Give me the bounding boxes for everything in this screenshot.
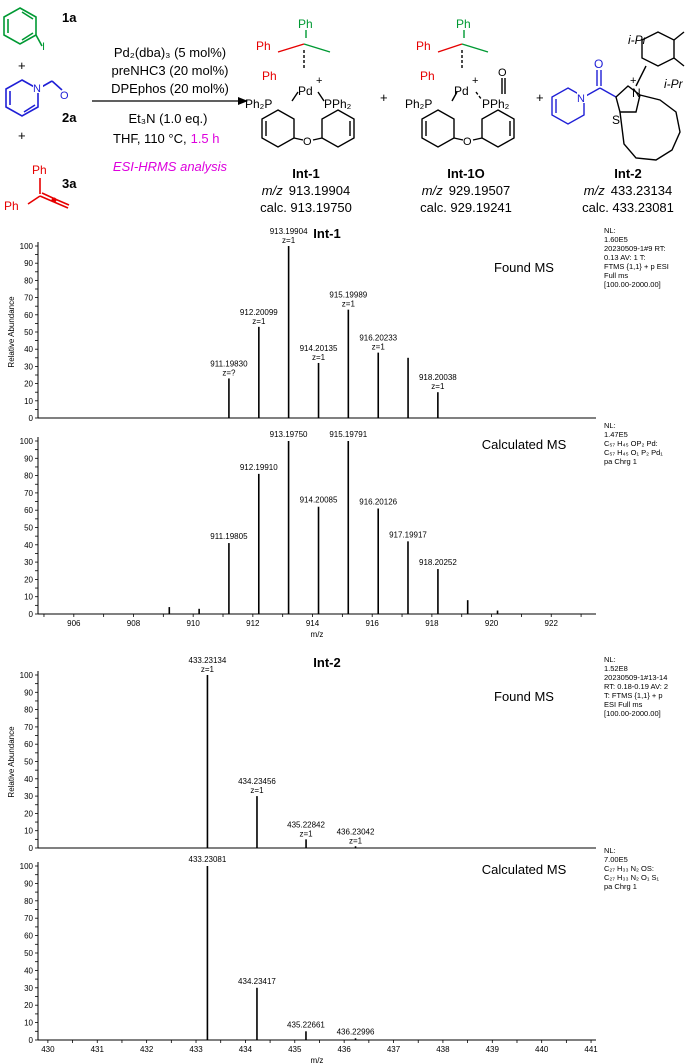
x-tick-label: 437	[386, 1045, 401, 1054]
x-tick-label: 431	[90, 1045, 104, 1054]
spectrum-info-line: NL:	[604, 421, 616, 430]
palladium-atom: Pd	[298, 84, 313, 98]
y-tick-label: 40	[24, 966, 33, 976]
iodobenzene-structure	[4, 8, 42, 46]
peak-mass-label: 433.23134	[188, 656, 227, 665]
spectrum-info-line: T: FTMS {1,1} + p	[604, 691, 663, 700]
reactant-2a-label: 2a	[62, 110, 77, 125]
y-tick-label: 100	[19, 671, 33, 680]
int-2-name: Int-2	[614, 166, 642, 181]
peak-mass-label: 914.20085	[299, 495, 338, 505]
y-tick-label: 100	[19, 862, 33, 871]
y-tick-label: 100	[19, 437, 33, 446]
x-tick-label: 914	[305, 619, 320, 628]
y-tick-label: 90	[24, 879, 33, 889]
thiazolium-nitrogen: N	[632, 86, 641, 100]
phenyl-label: Ph	[262, 69, 277, 83]
y-tick-label: 80	[24, 705, 33, 715]
y-tick-label: 60	[24, 310, 33, 320]
mz-label: m/z	[261, 183, 283, 198]
y-tick-label: 40	[24, 540, 33, 550]
analysis-label: ESI-HRMS analysis	[112, 159, 228, 174]
peak-mass-label: 911.19830	[210, 359, 248, 369]
peak-charge-label: z=1	[371, 342, 385, 352]
phosphine-right: PPh₂	[324, 97, 352, 111]
peak-mass-label: 433.23081	[188, 855, 227, 864]
y-tick-label: 30	[24, 983, 33, 993]
phosphine-oxide-oxygen: O	[498, 67, 507, 79]
peak-charge-label: z=1	[250, 786, 264, 796]
y-tick-label: 30	[24, 362, 33, 372]
x-tick-label: 910	[186, 619, 200, 628]
spectrum-info-line: 7.00E5	[604, 855, 628, 864]
spectrum-info-line: NL:	[604, 655, 616, 664]
mz-label: m/z	[421, 183, 443, 198]
peak-charge-label: z=1	[348, 836, 363, 846]
phenyl-label: Ph	[416, 39, 431, 53]
palladium-atom: Pd	[454, 84, 469, 98]
x-tick-label: 920	[484, 619, 499, 628]
phosphine-left: Ph₂P	[245, 97, 273, 111]
spectrum-title: Int-1	[313, 226, 341, 241]
peak-mass-label: 435.22842	[287, 820, 325, 830]
plus-sign: +	[380, 90, 388, 105]
y-tick-label: 0	[28, 1036, 33, 1045]
y-tick-label: 50	[24, 328, 33, 337]
int-1o-mz	[422, 183, 510, 198]
spectrum-panel-label: Calculated MS	[481, 862, 567, 877]
spectrum-info-line: 20230509-1#9 RT:	[604, 244, 666, 253]
int-1-mz	[262, 183, 350, 198]
peak-mass-label: 435.22661	[287, 1020, 325, 1030]
x-tick-label: 436	[337, 1045, 351, 1054]
x-tick-label: 435	[288, 1045, 302, 1054]
spectrum-info-line: C₂₇ H₃₃ N₂ O₁ S₁	[604, 873, 659, 882]
y-tick-label: 90	[24, 259, 33, 269]
x-tick-label: 912	[246, 619, 260, 628]
x-tick-label: 918	[425, 619, 439, 628]
x-tick-label: 441	[584, 1045, 598, 1054]
y-tick-label: 10	[24, 396, 33, 406]
peak-charge-label: z=1	[311, 352, 326, 362]
y-tick-label: 60	[24, 506, 33, 516]
spectrum-info-line: pa Chrg 1	[604, 457, 637, 466]
spectrum-info-line: 20230509-1#13-14	[604, 673, 668, 682]
int-1o-calc: calc. 929.19241	[420, 200, 512, 215]
peak-charge-label: z=?	[222, 368, 236, 378]
reactant-1a-label: 1a	[62, 10, 77, 25]
y-tick-label: 10	[24, 826, 33, 836]
peak-mass-label: 913.19750	[269, 430, 308, 439]
thiazolium-charge: +	[630, 75, 637, 87]
condition-solvent-text: THF, 110 °C,	[113, 131, 187, 146]
spectrum-info-line: ESI Full ms	[604, 700, 643, 709]
int-2-mz	[584, 183, 672, 198]
peak-mass-label: 918.20038	[418, 373, 457, 383]
peak-mass-label: 915.19989	[329, 290, 368, 300]
y-tick-label: 80	[24, 471, 33, 481]
y-tick-label: 60	[24, 740, 33, 750]
y-tick-label: 50	[24, 757, 33, 767]
peak-charge-label: z=1	[299, 829, 313, 839]
spectrum-info-line: [100.00-2000.00]	[604, 280, 661, 289]
y-tick-label: 70	[24, 488, 33, 498]
y-tick-label: 50	[24, 949, 33, 958]
isopropyl-label: i-Pr	[628, 33, 647, 47]
peak-mass-label: 911.19805	[210, 532, 248, 542]
x-tick-label: 432	[139, 1045, 154, 1054]
y-tick-label: 20	[24, 1001, 33, 1011]
thiazole-sulfur: S	[612, 113, 621, 127]
peak-mass-label: 914.20135	[299, 343, 338, 353]
spectrum-title: Int-2	[313, 655, 341, 670]
y-tick-label: 0	[28, 414, 33, 423]
allene-central-carbon	[52, 198, 57, 203]
phenyl-label: Ph	[420, 69, 435, 83]
peak-mass-label: 436.23042	[336, 827, 375, 837]
y-tick-label: 90	[24, 454, 33, 464]
y-tick-label: 40	[24, 774, 33, 784]
x-tick-label: 908	[126, 619, 141, 628]
y-tick-label: 30	[24, 792, 33, 802]
reactant-3a-label: 3a	[62, 176, 77, 191]
y-axis-title: Relative Abundance	[7, 726, 16, 798]
int-1-calc: calc. 913.19750	[260, 200, 352, 215]
peak-mass-label: 916.20126	[359, 497, 398, 507]
spectrum-info-line: NL:	[604, 226, 616, 235]
y-tick-label: 0	[28, 844, 33, 853]
y-tick-label: 30	[24, 558, 33, 568]
condition-catalyst: Pd₂(dba)₃ (5 mol%)	[113, 45, 227, 60]
plus-sign: +	[536, 90, 544, 105]
peak-mass-label: 434.23456	[238, 777, 276, 787]
phenyl-label: Ph	[256, 39, 271, 53]
peak-charge-label: z=1	[431, 382, 445, 392]
spectrum-panel-label: Found MS	[494, 260, 554, 275]
reaction-scheme	[4, 8, 684, 215]
spectrum-info-line: Full ms	[604, 271, 629, 280]
iodine-atom: I	[42, 41, 46, 53]
y-tick-label: 20	[24, 575, 33, 585]
y-tick-label: 20	[24, 379, 33, 389]
x-tick-label: 438	[436, 1045, 450, 1054]
x-tick-label: 433	[189, 1045, 203, 1054]
peak-mass-label: 915.19791	[329, 430, 368, 439]
peak-mass-label: 917.19917	[389, 530, 427, 540]
peak-charge-label: z=1	[341, 299, 355, 309]
x-tick-label: 916	[365, 619, 379, 628]
spectrum-info-line: C₂₇ H₃₃ N₂ OS:	[604, 864, 654, 873]
x-tick-label: 434	[238, 1045, 253, 1054]
condition-base: Et₃N (1.0 eq.)	[128, 111, 208, 126]
x-axis-title: m/z	[310, 630, 324, 639]
peak-charge-label: z=1	[282, 236, 296, 245]
phenyl-label: Ph	[298, 17, 313, 31]
y-tick-label: 60	[24, 931, 33, 941]
pyridine-nitrogen: N	[33, 83, 41, 95]
condition-nhc: preNHC3 (20 mol%)	[111, 63, 229, 78]
peak-charge-label: z=1	[252, 316, 266, 326]
peak-charge-label: z=1	[200, 665, 215, 674]
y-tick-label: 100	[19, 242, 33, 251]
condition-ligand: DPEphos (20 mol%)	[111, 81, 229, 96]
charge-plus: +	[316, 75, 323, 87]
spectrum-panel-label: Found MS	[494, 689, 554, 704]
peak-mass-label: 913.19904	[269, 227, 308, 236]
spectrum-info-line: C₅₇ H₄₅ OP₂ Pd:	[604, 439, 658, 448]
mz-label: m/z	[583, 183, 605, 198]
spectrum-info-line: [100.00-2000.00]	[604, 709, 661, 718]
spectrum-info-line: RT: 0.18-0.19 AV: 2	[604, 682, 669, 691]
y-axis-title: Relative Abundance	[7, 296, 16, 368]
isopropyl-label: i-Pr	[664, 77, 683, 91]
int-1o-name: Int-1O	[447, 166, 485, 181]
x-tick-label: 440	[535, 1045, 549, 1054]
x-tick-label: 922	[544, 619, 558, 628]
y-tick-label: 20	[24, 809, 33, 819]
peak-mass-label: 434.23417	[238, 976, 276, 986]
x-tick-label: 430	[41, 1045, 55, 1054]
spectrum-info-line: 1.60E5	[604, 235, 628, 244]
phosphine-right: PPh₂	[482, 97, 510, 111]
x-tick-label: 439	[485, 1045, 499, 1054]
condition-solvent	[113, 131, 220, 146]
phosphine-left: Ph₂P	[405, 97, 433, 111]
y-tick-label: 50	[24, 523, 33, 533]
ether-oxygen: O	[303, 136, 312, 148]
x-axis-title: m/z	[310, 1056, 324, 1064]
int-1-mz-value: 913.19904	[288, 183, 351, 198]
pyridine-nitrogen: N	[577, 93, 585, 105]
int-1-name: Int-1	[292, 166, 320, 181]
y-tick-label: 70	[24, 914, 33, 924]
y-tick-label: 80	[24, 896, 33, 906]
peak-mass-label: 918.20252	[419, 558, 457, 568]
y-tick-label: 70	[24, 293, 33, 303]
peak-mass-label: 436.22996	[336, 1027, 375, 1037]
spectrum-panel-label: Calculated MS	[481, 437, 567, 452]
phenyl-label: Ph	[456, 17, 471, 31]
phenyl-label: Ph	[32, 163, 47, 177]
plus-sign: +	[18, 128, 26, 143]
spectrum-info-line: FTMS {1,1} + p ESI	[604, 262, 669, 271]
condition-time: 1.5 h	[190, 131, 220, 146]
y-tick-label: 70	[24, 722, 33, 732]
y-tick-label: 10	[24, 1018, 33, 1028]
peak-mass-label: 916.20233	[359, 333, 398, 343]
int-2-calc: calc. 433.23081	[582, 200, 674, 215]
spectrum-info-line: pa Chrg 1	[604, 882, 637, 891]
ether-oxygen: O	[463, 136, 472, 148]
x-tick-label: 906	[67, 619, 81, 628]
spectrum-info-line: NL:	[604, 846, 616, 855]
y-tick-label: 0	[28, 610, 33, 619]
plus-sign: +	[18, 58, 26, 73]
y-tick-label: 90	[24, 688, 33, 698]
peak-mass-label: 912.19910	[239, 462, 278, 472]
spectrum-info-line: 0.13 AV: 1 T:	[604, 253, 646, 262]
spectrum-info-line: 1.47E5	[604, 430, 628, 439]
aldehyde-oxygen: O	[60, 90, 69, 102]
y-tick-label: 40	[24, 345, 33, 355]
int-1o-mz-value: 929.19507	[448, 183, 511, 198]
y-tick-label: 10	[24, 592, 33, 602]
mass-spectra	[7, 226, 669, 1064]
spectrum-info-line: C₅₇ H₄₅ O₁ P₂ Pd₁	[604, 448, 663, 457]
phenyl-label: Ph	[4, 199, 19, 213]
int-2-mz-value: 433.23134	[610, 183, 673, 198]
y-tick-label: 80	[24, 276, 33, 286]
int-2-structure	[552, 32, 684, 160]
peak-mass-label: 912.20099	[239, 307, 278, 317]
ketone-oxygen: O	[594, 57, 604, 71]
spectrum-info-line: 1.52E8	[604, 664, 628, 673]
charge-plus: +	[472, 75, 479, 87]
